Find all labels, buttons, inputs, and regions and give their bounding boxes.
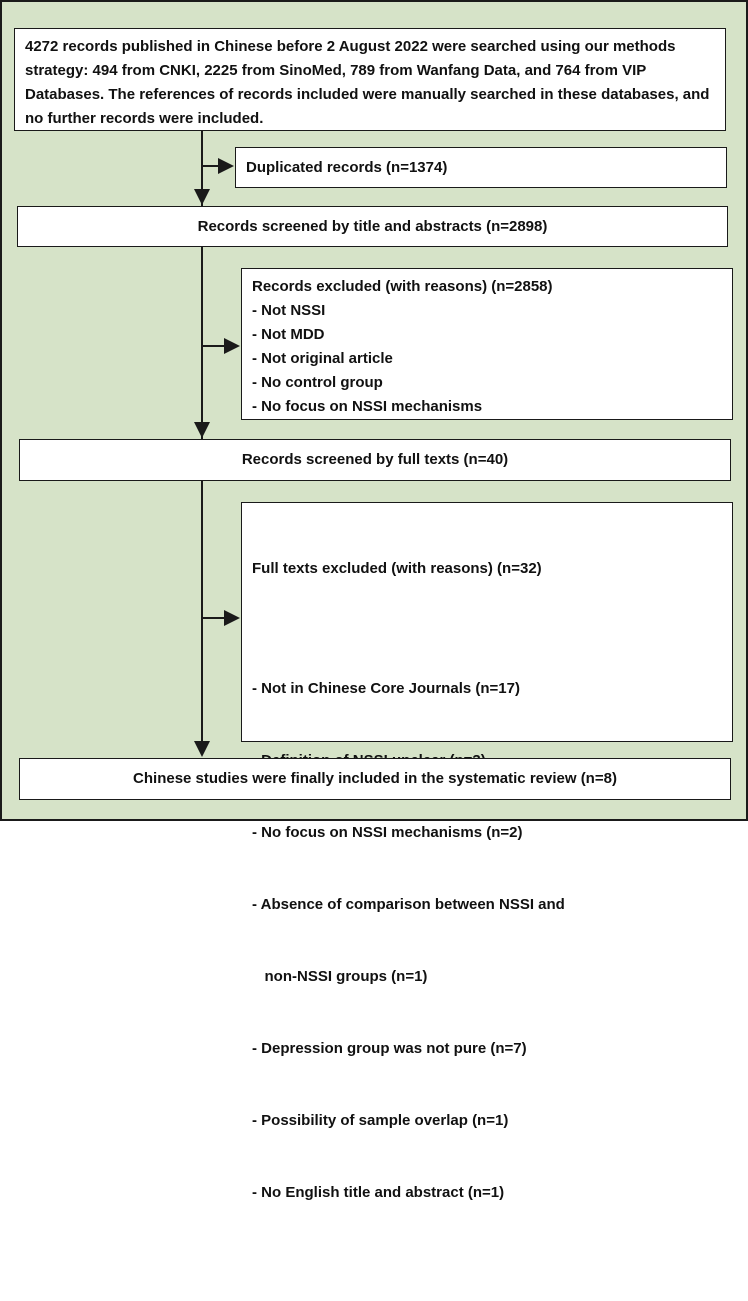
- included-text: Chinese studies were finally included in the systematic review (n=8): [133, 770, 617, 787]
- screened-title-text: Records screened by title and abstracts (n=2898): [197, 217, 548, 235]
- full-excluded-title: Full texts excluded (with reasons) (n=32): [252, 560, 542, 577]
- full-excluded-item: - No English title and abstract (n=1): [252, 1184, 505, 1201]
- full-excluded-item: - Not in Chinese Core Journals (n=17): [252, 680, 520, 697]
- excluded-item: - Not NSSI: [252, 302, 326, 319]
- records-identified-box: [14, 28, 726, 131]
- duplicates-box: [235, 147, 727, 188]
- full-excluded-item: - Possibility of sample overlap (n=1): [252, 1112, 509, 1129]
- excluded-item: - Not MDD: [252, 326, 325, 343]
- full-excluded-item: non-NSSI groups (n=1): [252, 968, 428, 985]
- full-excluded-list: [252, 629, 722, 1253]
- excluded-item: - No control group: [252, 374, 383, 391]
- excluded-list: [252, 299, 722, 419]
- full-excluded-item: - No focus on NSSI mechanisms (n=2): [252, 824, 523, 841]
- full-excluded-item: - Depression group was not pure (n=7): [252, 1040, 527, 1057]
- screened-full-text: Records screened by full texts (n=40): [241, 451, 509, 468]
- excluded-item: - No focus on NSSI mechanisms: [252, 398, 483, 415]
- records-identified-text: 4272 records published in Chinese before 2 August 2022 were searched using our methods strategy: 494 from CNKI, 2225 from SinoMed, 789 from Wanfang Data, and 764 from VIP Databases. The references of records included were manually searched in these databases, and no further records were included.: [25, 38, 710, 127]
- screened-title-box: [17, 206, 728, 247]
- duplicates-text: Duplicated records (n=1374): [246, 158, 448, 176]
- screened-full-box: [19, 439, 731, 481]
- included-box: [19, 758, 731, 800]
- full-excluded-item: - Absence of comparison between NSSI and: [252, 896, 565, 913]
- excluded-box: [241, 268, 733, 420]
- excluded-title: Records excluded (with reasons) (n=2858): [252, 278, 553, 295]
- excluded-item: - Not original article: [252, 350, 393, 367]
